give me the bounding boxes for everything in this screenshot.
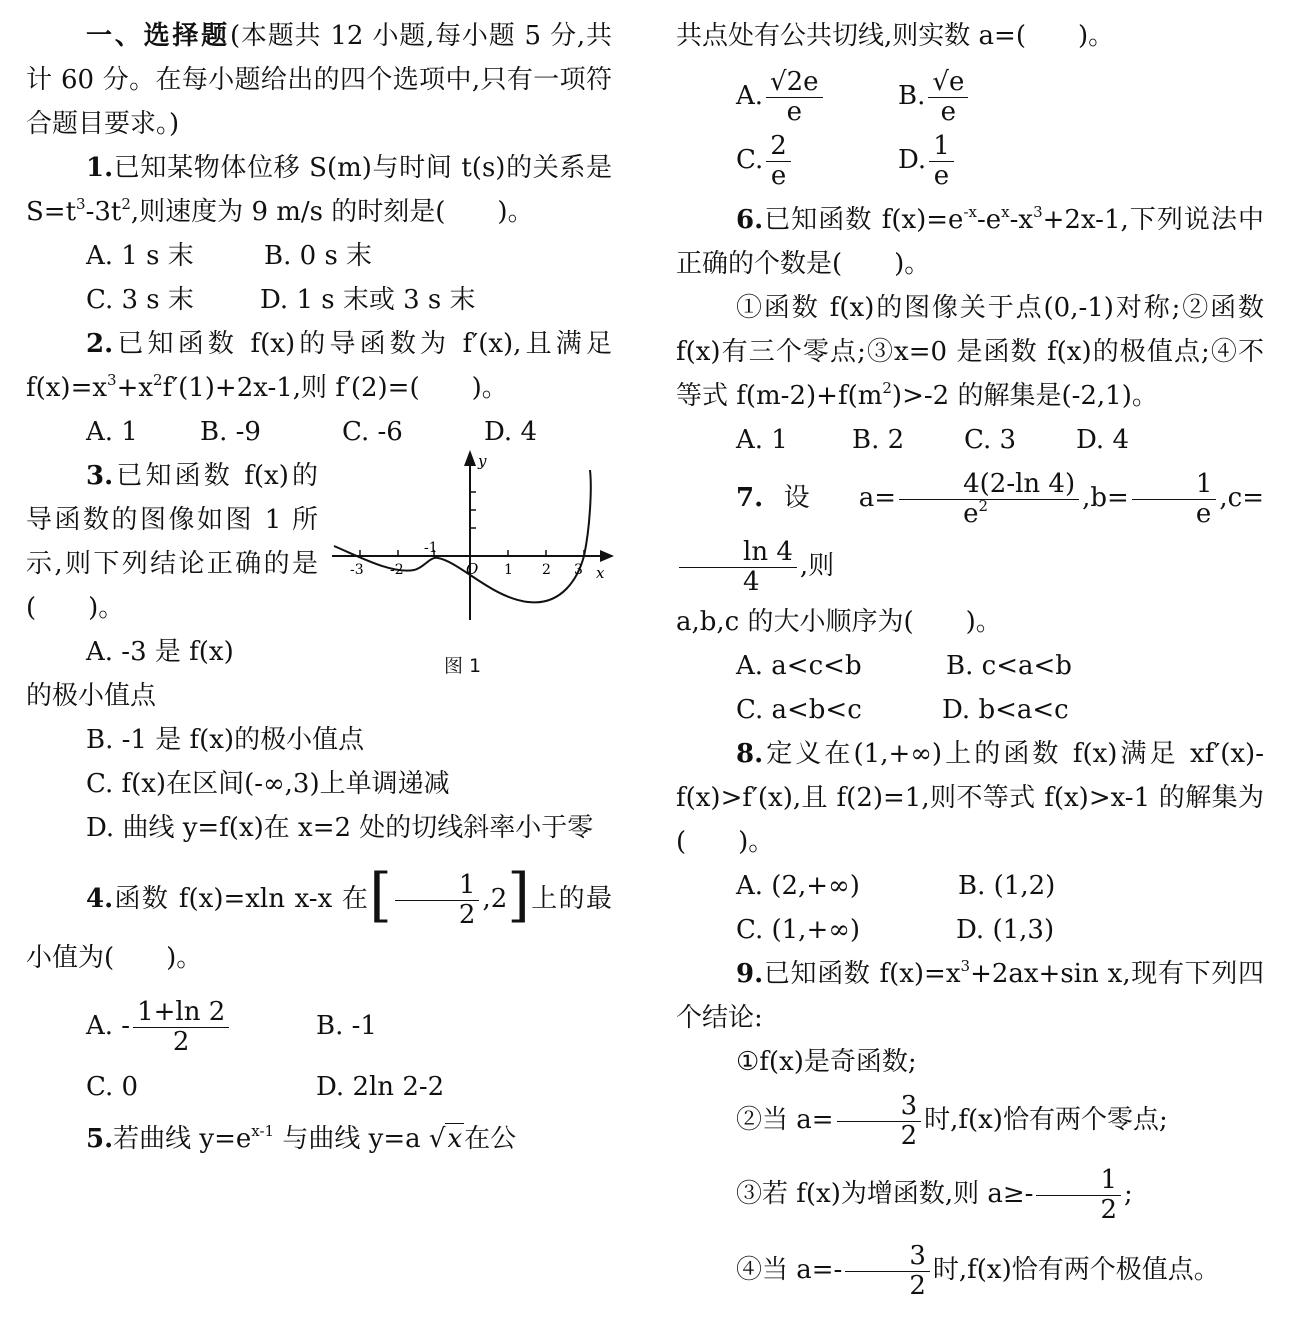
q1-options-row-2 bbox=[26, 278, 612, 322]
figure-1 bbox=[332, 448, 622, 688]
y-label: y bbox=[478, 452, 487, 470]
right-bracket: ] bbox=[507, 861, 530, 929]
derivative-curve bbox=[334, 470, 591, 602]
option-c: C. (1,+∞) bbox=[736, 915, 861, 945]
q9-statement-2: ②当 a= $\frac{3}{2}$ 时,f(x)恰有两个零点; bbox=[736, 1090, 1168, 1151]
option-d: D. b<a<c bbox=[942, 695, 1069, 725]
question-number: 9. bbox=[736, 959, 764, 989]
q8-options-row-2 bbox=[676, 908, 1264, 952]
left-column bbox=[26, 0, 612, 1161]
option-c: C. 3 s 末 bbox=[86, 285, 194, 315]
question-1 bbox=[26, 146, 612, 234]
question-text: 设 a= bbox=[763, 483, 897, 513]
question-text: +2x-1,下列说法中正确的个数是( )。 bbox=[676, 205, 1264, 279]
derivative-graph bbox=[332, 448, 622, 648]
question-number: 2. bbox=[86, 329, 114, 359]
q9-statement-4: ④当 a=- $\frac{3}{2}$ 时,f(x)恰有两个极值点。 bbox=[736, 1240, 1220, 1301]
q5-options-row-1 bbox=[676, 64, 1264, 128]
option-b: B. -1 是 f(x)的极小值点 bbox=[86, 725, 365, 755]
fraction-b: $\frac{1}{e}$ bbox=[1132, 470, 1217, 528]
question-text: 与曲线 y=a bbox=[282, 1124, 421, 1155]
fraction: $\frac{1}{2}$ bbox=[1036, 1166, 1121, 1224]
fraction-c: $\frac{\ln 4}{4}$ bbox=[679, 538, 797, 596]
sqrt: x bbox=[447, 1124, 463, 1155]
question-text: 定义在(1,+∞)上的函数 f(x)满足 xf′(x)-f(x)>f′(x),且 f(2)=1,则不等式 f(x)>x-1 的解集为( )。 bbox=[676, 739, 1264, 857]
section-description: (本题共 12 小题,每小题 5 分,共计 60 分。在每小题给出的四个选项中,只有一项符合题目要求。) bbox=[26, 21, 612, 139]
question-6 bbox=[676, 198, 1264, 286]
option-a: A. -3 是 f(x) bbox=[86, 637, 234, 667]
question-number: 6. bbox=[736, 205, 764, 235]
question-9 bbox=[676, 952, 1264, 1040]
right-column bbox=[676, 0, 1264, 1308]
x-axis-arrow bbox=[600, 550, 614, 562]
superscript: 2 bbox=[882, 379, 892, 397]
fraction: $\frac{3}{2}$ bbox=[837, 1092, 922, 1150]
option-d: D. 2ln 2-2 bbox=[316, 1072, 445, 1103]
fraction-a: $\frac{4(2-\ln 4)}{e^2}$ bbox=[899, 470, 1079, 528]
superscript: 3 bbox=[76, 195, 86, 213]
option-a: A. 1 bbox=[86, 417, 138, 447]
q4-options-row-2 bbox=[26, 1065, 612, 1109]
superscript: 3 bbox=[107, 371, 117, 389]
option-a: A. 1 s 末 bbox=[86, 241, 194, 271]
q1-options-row-1 bbox=[26, 234, 612, 278]
option-b: B. -9 bbox=[200, 417, 261, 447]
fraction: $\frac{1+\ln 2}{2}$ bbox=[133, 998, 229, 1056]
q7-options-row-1 bbox=[676, 644, 1264, 688]
q6-options bbox=[676, 418, 1264, 462]
fraction: $\frac{√e}{e}$ bbox=[928, 68, 968, 126]
question-2 bbox=[26, 322, 612, 410]
tick-label: -1 bbox=[424, 540, 438, 556]
origin-label: O bbox=[466, 560, 479, 578]
question-3 bbox=[26, 454, 318, 674]
option-d: D. 4 bbox=[484, 417, 537, 447]
option-d: D. 1 s 末或 3 s 末 bbox=[260, 285, 476, 315]
fraction: $\frac{1}{e}$ bbox=[929, 132, 954, 190]
question-number: 7. bbox=[736, 483, 764, 513]
question-text: 在公 bbox=[464, 1124, 517, 1155]
question-number: 3. bbox=[86, 461, 114, 491]
option-b: B. -1 bbox=[316, 1011, 377, 1042]
option-a: A. 1 bbox=[736, 425, 788, 455]
tick-label: 3 bbox=[574, 562, 583, 578]
tick-label: -3 bbox=[350, 562, 364, 578]
section-title: 一、选择题 bbox=[86, 21, 230, 51]
question-text: -e bbox=[976, 205, 1002, 235]
question-text: ,2 bbox=[482, 884, 508, 914]
option-b: B. c<a<b bbox=[946, 651, 1072, 681]
question-4 bbox=[26, 861, 612, 987]
question-text: -3t bbox=[85, 197, 122, 227]
option-c: C. -6 bbox=[342, 417, 403, 447]
q7-options-row-2 bbox=[676, 688, 1264, 732]
question-text: ,c= bbox=[1219, 483, 1264, 513]
option-c: C. $\frac{2}{e}$ bbox=[736, 128, 898, 192]
figure-caption: 图 1 bbox=[444, 655, 482, 677]
option-a: A. $\frac{√2e}{e}$ bbox=[736, 64, 898, 128]
q7-text-cont: a,b,c 的大小顺序为( )。 bbox=[676, 607, 1002, 637]
question-text: 已知函数 f(x)的导函数为 f′(x),且满足 f(x)=x bbox=[26, 329, 612, 403]
question-8 bbox=[676, 732, 1264, 864]
superscript: 3 bbox=[960, 957, 971, 975]
option-a: A. - $\frac{1+\ln 2}{2}$ bbox=[86, 993, 316, 1059]
question-5: 5.若曲线 $y=e^{x-1}$ 与曲线 y=a √x在公 bbox=[86, 1122, 517, 1155]
question-7 bbox=[676, 464, 1264, 600]
superscript: 3 bbox=[1033, 203, 1043, 221]
y-axis-arrow bbox=[464, 450, 476, 466]
option-c: C. 3 bbox=[964, 425, 1017, 455]
question-text: -x bbox=[1009, 205, 1034, 235]
superscript: 2 bbox=[121, 195, 131, 213]
question-text: 已知函数 f(x)的导函数的图像如图 1 所示,则下列结论正确的是( )。 bbox=[26, 461, 318, 623]
q5-continued: 共点处有公共切线,则实数 a=( )。 bbox=[676, 21, 1115, 51]
superscript: -x bbox=[963, 203, 977, 221]
tick-label: 2 bbox=[542, 562, 551, 578]
q6-statements: ①函数 f(x)的图像关于点(0,-1)对称;②函数 f(x)有三个零点;③x=0 是函数 f(x)的极值点;④不等式 $f(m-2)+f(m^2)>-2$ 的解集是(-2,1)。 bbox=[676, 293, 1264, 411]
x-label: x bbox=[596, 564, 605, 582]
option-c: C. 0 bbox=[86, 1072, 139, 1103]
option-d: D. 曲线 y=f(x)在 x=2 处的切线斜率小于零 bbox=[86, 813, 594, 843]
question-number: 4. bbox=[86, 884, 114, 914]
question-number: 5. bbox=[86, 1124, 114, 1155]
tick-label: 1 bbox=[504, 562, 513, 578]
option-c: C. a<b<c bbox=[736, 695, 862, 725]
option-a: A. a<c<b bbox=[736, 651, 862, 681]
option-b: B. $\frac{√e}{e}$ bbox=[898, 64, 971, 128]
superscript: 2 bbox=[153, 371, 163, 389]
q4-options-row-1 bbox=[26, 993, 612, 1059]
option-a: A. (2,+∞) bbox=[736, 871, 860, 901]
option-b: B. (1,2) bbox=[958, 871, 1056, 901]
question-text: 已知函数 f(x)=e bbox=[763, 205, 964, 235]
q9-statement-3: ③若 f(x)为增函数,则 a≥- $\frac{1}{2}$ ; bbox=[736, 1164, 1133, 1225]
question-3-block bbox=[26, 452, 612, 677]
left-bracket: [ bbox=[369, 861, 392, 929]
question-number: 8. bbox=[736, 739, 764, 769]
tick-label: -2 bbox=[390, 562, 404, 578]
question-text: +2ax+sin x,现有下列四个结论: bbox=[676, 959, 1264, 1033]
section-header bbox=[26, 14, 612, 146]
question-text: ,则速度为 9 m/s 的时刻是( )。 bbox=[130, 197, 534, 227]
q9-statement-1: ①f(x)是奇函数; bbox=[736, 1047, 917, 1077]
question-text: 若曲线 y=e bbox=[113, 1124, 252, 1155]
question-text: 函数 f(x)=xln x-x 在 bbox=[113, 884, 370, 914]
fraction: $\frac{2}{e}$ bbox=[766, 132, 791, 190]
fraction: $\frac{√2e}{e}$ bbox=[766, 68, 823, 126]
q5-options-row-2 bbox=[676, 128, 1264, 192]
superscript: x bbox=[1001, 203, 1010, 221]
option-c: C. f(x)在区间(-∞,3)上单调递减 bbox=[86, 769, 450, 799]
option-d: D. $\frac{1}{e}$ bbox=[898, 128, 957, 192]
q8-options-row-1 bbox=[676, 864, 1264, 908]
option-d: D. (1,3) bbox=[956, 915, 1055, 945]
fraction: $\frac{3}{2}$ bbox=[845, 1242, 930, 1300]
question-text: 已知函数 f(x)=x bbox=[763, 959, 961, 989]
question-text: 上的最小值为( )。 bbox=[26, 884, 612, 974]
question-text: +x bbox=[116, 373, 154, 403]
option-d: D. 4 bbox=[1076, 425, 1129, 455]
question-text: ,则 bbox=[799, 551, 835, 581]
question-number: 1. bbox=[86, 153, 114, 183]
question-text: f′(1)+2x-1,则 f′(2)=( )。 bbox=[162, 373, 508, 403]
question-text: 已知某物体位移 S(m)与时间 t(s)的关系是 S=t bbox=[26, 153, 612, 227]
superscript: x-1 bbox=[251, 1122, 275, 1141]
q3-option-a-cont: 的极小值点 bbox=[26, 681, 157, 711]
question-text: ,b= bbox=[1082, 483, 1129, 513]
option-b: B. 2 bbox=[852, 425, 905, 455]
fraction: $\frac{1}{2}$ bbox=[395, 871, 480, 929]
option-b: B. 0 s 末 bbox=[264, 241, 373, 271]
